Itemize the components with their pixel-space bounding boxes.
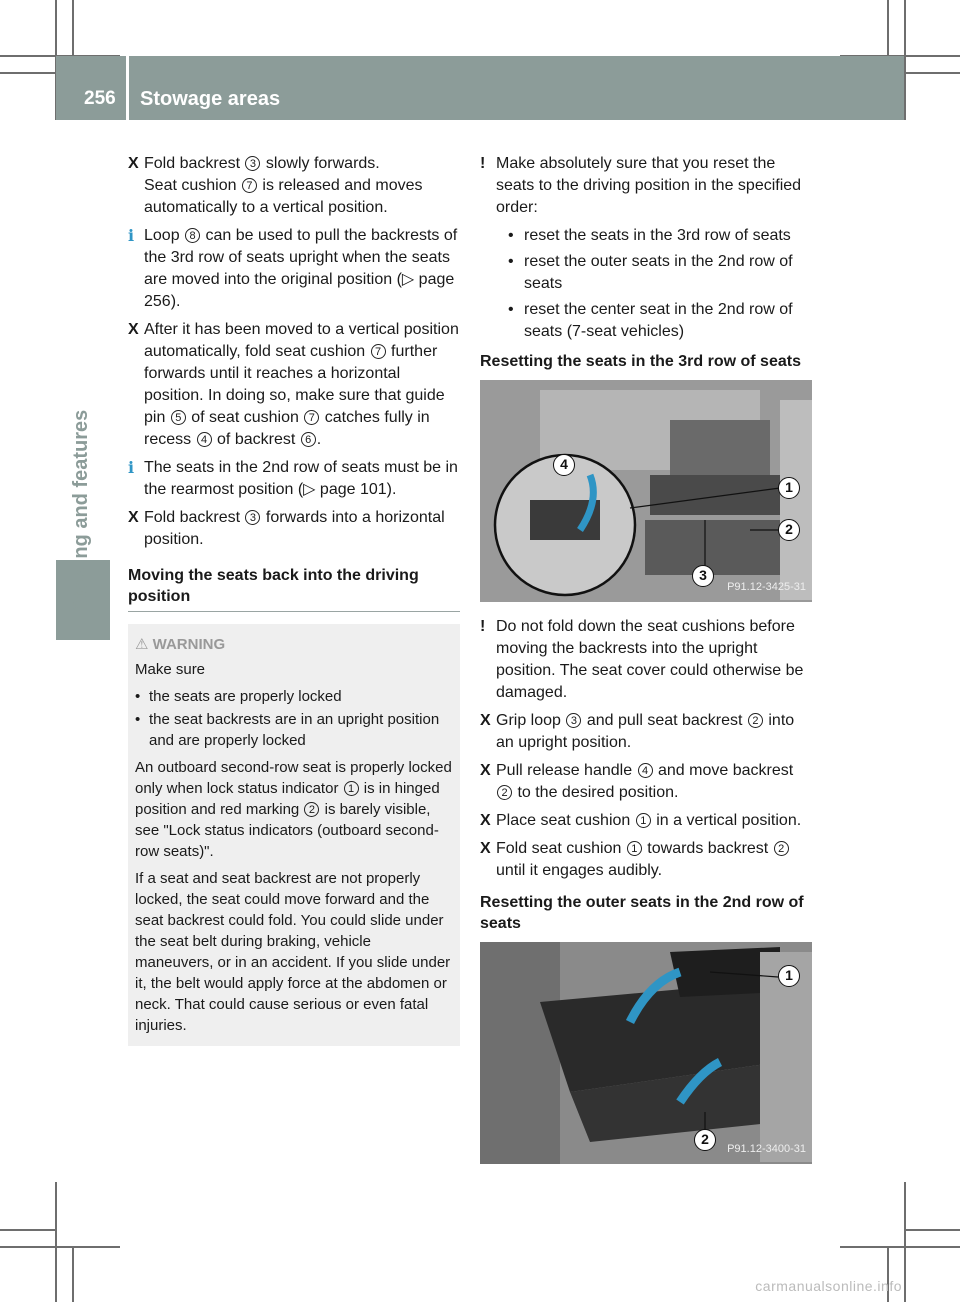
text: Grip loop (496, 712, 566, 729)
warning-bullet (135, 686, 452, 707)
info-icon: i (128, 226, 135, 245)
step-fold-cushion (128, 319, 460, 451)
page-title: Stowage areas (140, 88, 281, 110)
step-marker-icon: X (128, 509, 139, 526)
note-exclamation-icon: ! (480, 618, 486, 635)
callout-4: 4 (638, 763, 653, 778)
crop-mark (905, 72, 960, 74)
info-2nd-row (128, 457, 460, 501)
text: towards backrest (642, 840, 773, 857)
step-fold-cushion-backrest (480, 838, 812, 882)
step-text (144, 153, 460, 219)
crop-mark (0, 72, 55, 74)
text: Fold seat cushion (496, 840, 626, 857)
note-exclamation-icon: ! (480, 155, 486, 172)
warning-paragraph (135, 757, 452, 862)
callout-2: 2 (497, 785, 512, 800)
bullet-icon: • (508, 253, 514, 270)
callout-2: 2 (694, 1129, 716, 1151)
text: catches fully in recess (144, 409, 430, 448)
text: can be used to pull the backrests of the 3rd row of seats upright when the seats are moved into the original position (▷ page 256). (144, 227, 458, 310)
callout-3: 3 (566, 713, 581, 728)
callout-7: 7 (304, 410, 319, 425)
text: forwards into a horizontal position. (144, 509, 445, 548)
warning-title (135, 634, 452, 655)
callout-2: 2 (748, 713, 763, 728)
seat-illustration-2 (480, 942, 812, 1164)
text: and move backrest (653, 762, 794, 779)
step-marker-icon: X (128, 155, 139, 172)
text: After it has been moved to a vertical position automatically, fold seat cushion (144, 321, 459, 360)
callout-1: 1 (627, 841, 642, 856)
side-tab-label: Stowing and features (70, 409, 92, 612)
step-marker-icon: X (128, 321, 139, 338)
text: of backrest (212, 431, 300, 448)
info-loop (128, 225, 460, 313)
list-item (508, 251, 812, 295)
text: Fold backrest (144, 155, 245, 172)
step-text (496, 838, 812, 882)
step-text (144, 507, 460, 551)
text: in a vertical position. (651, 812, 802, 829)
page-number: 256 (84, 88, 116, 109)
warning-triangle-icon: ⚠ (135, 636, 153, 653)
note-reset-order (480, 153, 812, 219)
step-place-cushion (480, 810, 812, 832)
text: is barely visible, see "Lock status indicators (outboard second-row seats)". (135, 801, 439, 860)
step-marker-icon: X (480, 712, 491, 729)
bullet-icon: • (135, 688, 141, 705)
step-text (496, 810, 812, 832)
crop-mark (72, 1247, 74, 1302)
callout-1: 1 (778, 477, 800, 499)
photo-2nd-row-seats (480, 942, 812, 1164)
text: Seat cushion (144, 177, 241, 194)
callout-1: 1 (778, 965, 800, 987)
text: the seat backrests are in an upright position and are properly locked (149, 711, 440, 749)
step-marker-icon: X (480, 812, 491, 829)
warning-bullet (135, 709, 452, 751)
callout-5: 5 (171, 410, 186, 425)
warning-label: WARNING (152, 636, 226, 653)
text: slowly forwards. (261, 155, 380, 172)
callout-2: 2 (774, 841, 789, 856)
list-item (508, 299, 812, 343)
step-fold-backrest (128, 153, 460, 219)
image-code: P91.12-3425-31 (727, 581, 806, 593)
step-text (496, 710, 812, 754)
callout-6: 6 (301, 432, 316, 447)
text: until it engages audibly. (496, 862, 663, 879)
info-text: The seats in the 2nd row of seats must be in the rearmost position (▷ page 101). (144, 459, 458, 498)
text: Fold backrest (144, 509, 245, 526)
crop-mark (0, 1246, 120, 1248)
crop-mark (904, 1182, 906, 1302)
text: Loop (144, 227, 185, 244)
callout-4: 4 (197, 432, 212, 447)
callout-7: 7 (242, 178, 257, 193)
bullet-icon: • (508, 301, 514, 318)
crop-mark (905, 1229, 960, 1231)
warning-paragraph: If a seat and seat backrest are not properly locked, the seat could move forward and the seat backrest could fold. You could slide under the seat belt during braking, vehicle maneuvers, or in an accident. If you slide under it, the belt would apply force at the abdomen or neck. That could cause serious or even fatal injuries. (135, 870, 451, 1034)
callout-2: 2 (304, 802, 319, 817)
step-text (496, 760, 812, 804)
crop-mark (887, 0, 889, 55)
info-text (144, 225, 460, 313)
text: of seat cushion (186, 409, 304, 426)
text: further forwards until it reaches a horizontal position. In doing so, make sure that guide pin (144, 343, 445, 426)
list-item (508, 225, 812, 247)
text: into an upright position. (496, 712, 795, 751)
step-release-handle (480, 760, 812, 804)
callout-1: 1 (636, 813, 651, 828)
callout-3: 3 (245, 510, 260, 525)
crop-mark (55, 1182, 57, 1302)
step-text (144, 319, 460, 451)
text: . (316, 431, 322, 448)
image-code: P91.12-3400-31 (727, 1143, 806, 1155)
callout-3: 3 (692, 565, 714, 587)
text: reset the center seat in the 2nd row of seats (7-seat vehicles) (524, 301, 793, 340)
crop-mark (72, 0, 74, 55)
step-fold-horizontal (128, 507, 460, 551)
bullet-icon: • (508, 227, 514, 244)
step-grip-loop (480, 710, 812, 754)
right-column (480, 153, 812, 1172)
crop-mark (840, 1246, 960, 1248)
text: reset the outer seats in the 2nd row of seats (524, 253, 793, 292)
text: is in hinged position and red marking (135, 780, 440, 818)
note-text: Do not fold down the seat cushions before moving the backrests into the upright position. The seat cover could otherwise be damaged. (496, 618, 804, 701)
callout-1: 1 (344, 781, 359, 796)
section-heading: Resetting the outer seats in the 2nd row of seats (480, 894, 804, 932)
callout-8: 8 (185, 228, 200, 243)
text: to the desired position. (513, 784, 679, 801)
left-column (128, 153, 460, 1046)
crop-mark (0, 1229, 55, 1231)
warning-box (128, 624, 460, 1046)
section-heading: Moving the seats back into the driving position (128, 565, 460, 612)
section-heading: Resetting the seats in the 3rd row of seats (480, 353, 801, 370)
callout-3: 3 (245, 156, 260, 171)
bullet-icon: • (135, 711, 141, 728)
note-text: Make absolutely sure that you reset the seats to the driving position in the specified order: (496, 155, 802, 216)
note-cushions (480, 616, 812, 704)
text: Pull release handle (496, 762, 637, 779)
callout-2: 2 (778, 519, 800, 541)
footer-watermark: carmanualsonline.info (755, 1278, 902, 1294)
step-marker-icon: X (480, 840, 491, 857)
text: Place seat cushion (496, 812, 635, 829)
text: is released and moves automatically to a vertical position. (144, 177, 423, 216)
text: reset the seats in the 3rd row of seats (524, 227, 791, 244)
step-marker-icon: X (480, 762, 491, 779)
info-icon: i (128, 458, 135, 477)
warning-intro: Make sure (135, 661, 206, 678)
callout-7: 7 (371, 344, 386, 359)
header-divider (126, 56, 129, 120)
text: the seats are properly locked (149, 688, 342, 705)
photo-3rd-row-seats (480, 380, 812, 602)
crop-mark (904, 0, 906, 120)
text: An outboard second-row seat is properly locked only when lock status indicator (135, 759, 452, 797)
text: and pull seat backrest (582, 712, 747, 729)
seat-illustration-1 (480, 380, 812, 602)
callout-4: 4 (553, 454, 575, 476)
